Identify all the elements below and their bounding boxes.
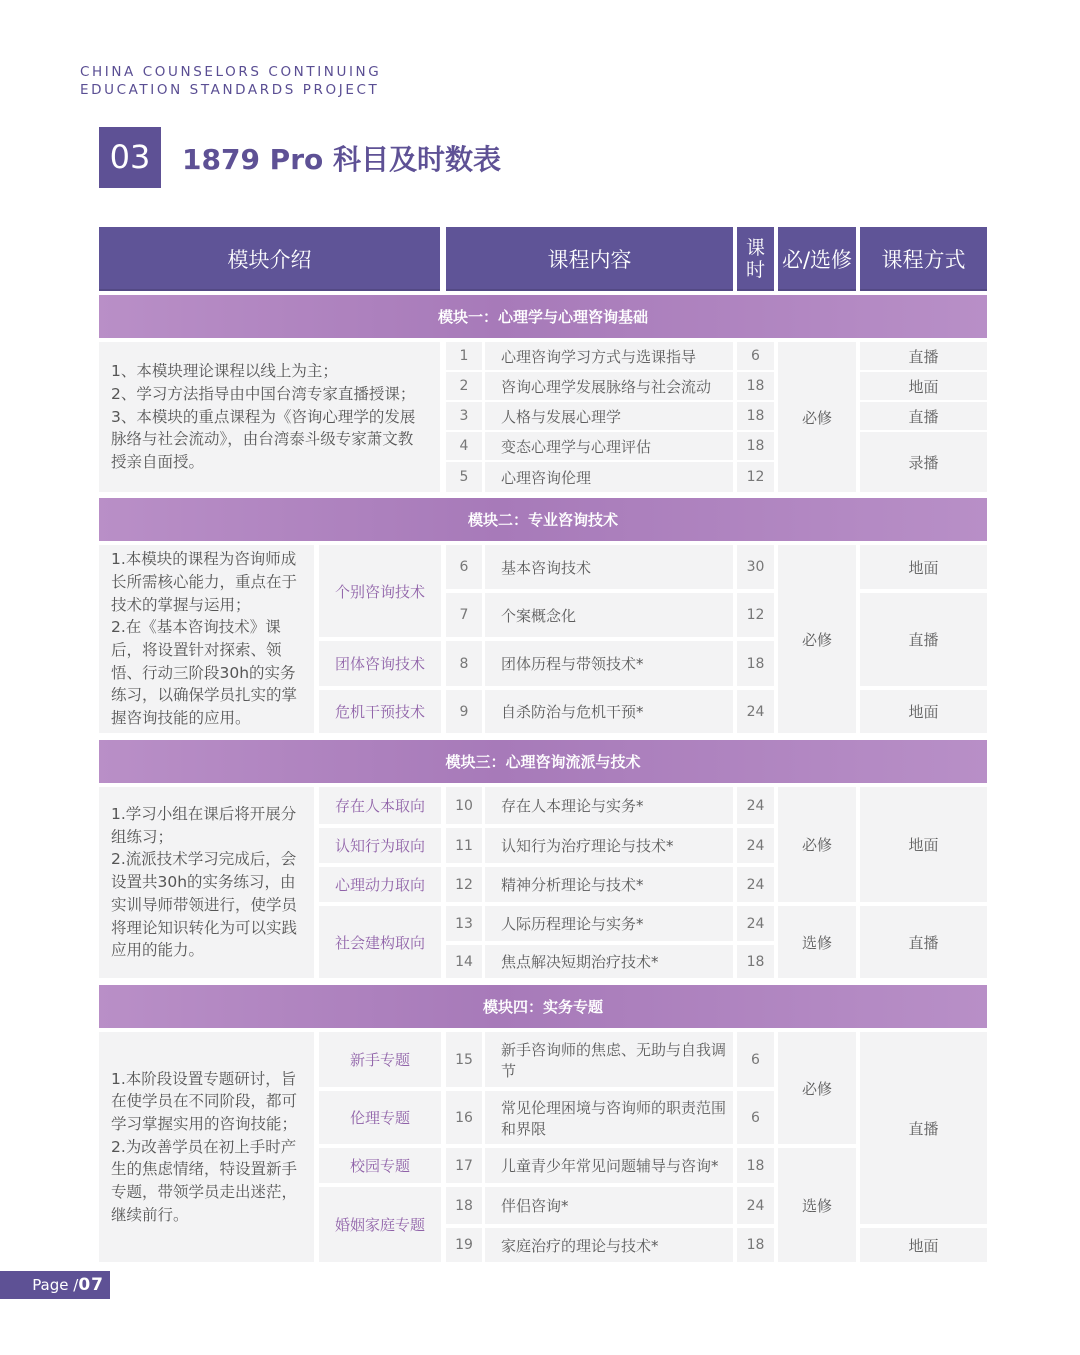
required-type: 必修 <box>778 1032 856 1144</box>
module-title: 模块二：专业咨询技术 <box>99 498 987 541</box>
course-hours: 6 <box>737 1032 774 1087</box>
topic-label: 社会建构取向 <box>319 906 441 978</box>
brand-text <box>80 63 381 99</box>
description-line: 2.流派技术学习完成后，会设置共30h的实务练习，由实训导师带领进行，使学员将理论知识转化为可以实践应用的能力。 <box>111 850 298 960</box>
course-name: 团体历程与带领技术* <box>485 641 733 686</box>
course-number: 14 <box>446 945 482 978</box>
page-title: 1879 Pro 科目及时数表 <box>182 143 501 176</box>
module-title: 模块一：心理学与心理咨询基础 <box>99 295 987 338</box>
course-mode: 地面 <box>860 787 987 902</box>
course-name: 个案概念化 <box>485 593 733 637</box>
description-line: 2、学习方法指导由中国台湾专家直播授课； <box>111 384 416 403</box>
course-hours: 18 <box>737 1228 774 1262</box>
header-mode: 课程方式 <box>860 227 987 291</box>
course-hours: 24 <box>737 867 774 902</box>
required-type: 必修 <box>778 787 856 902</box>
course-mode: 录播 <box>860 432 987 492</box>
topic-label: 团体咨询技术 <box>319 641 441 686</box>
course-name: 焦点解决短期治疗技术* <box>485 945 733 978</box>
course-number: 13 <box>446 906 482 941</box>
course-mode: 地面 <box>860 690 987 733</box>
course-number: 12 <box>446 867 482 902</box>
course-number: 18 <box>446 1187 482 1224</box>
course-mode: 直播 <box>860 906 987 978</box>
page-label: Page / <box>32 1276 79 1294</box>
course-name: 人际历程理论与实务* <box>485 906 733 941</box>
course-number: 2 <box>446 372 482 400</box>
topic-label: 婚姻家庭专题 <box>319 1187 441 1262</box>
course-mode: 直播 <box>860 1032 987 1224</box>
course-mode: 地面 <box>860 545 987 589</box>
course-number: 17 <box>446 1148 482 1183</box>
module-description <box>99 1032 314 1262</box>
section-number: 03 <box>99 127 161 188</box>
module-title: 模块三：心理咨询流派与技术 <box>99 740 987 783</box>
module-description <box>99 545 314 733</box>
course-name: 自杀防治与危机干预* <box>485 690 733 733</box>
course-hours: 24 <box>737 690 774 733</box>
course-name: 基本咨询技术 <box>485 545 733 589</box>
header-hours-1: 课 <box>745 237 765 259</box>
description-line: 1.学习小组在课后将开展分组练习； <box>111 805 297 846</box>
topic-label: 伦理专题 <box>319 1091 441 1144</box>
course-number: 16 <box>446 1091 482 1144</box>
course-name: 认知行为治疗理论与技术* <box>485 828 733 863</box>
header-required: 必/选修 <box>778 227 856 291</box>
topic-label: 心理动力取向 <box>319 867 441 902</box>
description-line: 1.本阶段设置专题研讨，旨在使学员在不同阶段，都可学习掌握实用的咨询技能； <box>111 1069 298 1133</box>
course-hours: 18 <box>737 945 774 978</box>
course-hours: 12 <box>737 462 774 492</box>
brand-line-2: EDUCATION STANDARDS PROJECT <box>80 82 380 98</box>
course-number: 5 <box>446 462 482 492</box>
description-line: 3、本模块的重点课程为《咨询心理学的发展脉络与社会流动》，由台湾泰斗级专家萧文教授亲自面授。 <box>111 407 416 472</box>
description-line: 2.为改善学员在初上手时产生的焦虑情绪，特设置新手专题，带领学员走出迷茫，继续前行。 <box>111 1137 298 1224</box>
required-type: 选修 <box>778 1148 856 1262</box>
page-footer <box>0 1271 110 1299</box>
course-hours: 24 <box>737 828 774 863</box>
course-hours: 24 <box>737 787 774 824</box>
course-name: 变态心理学与心理评估 <box>485 432 733 460</box>
course-number: 7 <box>446 593 482 637</box>
course-name: 存在人本理论与实务* <box>485 787 733 824</box>
course-mode: 直播 <box>860 402 987 430</box>
course-number: 3 <box>446 402 482 430</box>
topic-label: 存在人本取向 <box>319 787 441 824</box>
course-number: 6 <box>446 545 482 589</box>
topic-label: 认知行为取向 <box>319 828 441 863</box>
course-hours: 18 <box>737 432 774 460</box>
course-name: 咨询心理学发展脉络与社会流动 <box>485 372 733 400</box>
topic-label: 危机干预技术 <box>319 690 441 733</box>
required-type: 必修 <box>778 545 856 733</box>
course-hours: 18 <box>737 372 774 400</box>
course-hours: 24 <box>737 1187 774 1224</box>
page-number: 07 <box>78 1275 104 1295</box>
course-hours: 18 <box>737 641 774 686</box>
course-hours: 12 <box>737 593 774 637</box>
topic-label: 个别咨询技术 <box>319 545 441 637</box>
course-hours: 24 <box>737 906 774 941</box>
course-name: 人格与发展心理学 <box>485 402 733 430</box>
module-description <box>99 787 314 978</box>
required-type: 必修 <box>778 342 856 492</box>
course-hours: 6 <box>737 1091 774 1144</box>
course-name: 家庭治疗的理论与技术* <box>485 1228 733 1262</box>
description-line: 1、本模块理论课程以线上为主； <box>111 362 338 381</box>
course-hours: 18 <box>737 1148 774 1183</box>
topic-label: 校园专题 <box>319 1148 441 1183</box>
course-name: 精神分析理论与技术* <box>485 867 733 902</box>
course-name: 儿童青少年常见问题辅导与咨询* <box>485 1148 733 1183</box>
header-module: 模块介绍 <box>99 227 440 291</box>
course-name: 伴侣咨询* <box>485 1187 733 1224</box>
course-name: 心理咨询学习方式与选课指导 <box>485 342 733 370</box>
course-number: 4 <box>446 432 482 460</box>
course-number: 8 <box>446 641 482 686</box>
course-hours: 18 <box>737 402 774 430</box>
module-title: 模块四：实务专题 <box>99 985 987 1028</box>
course-mode: 地面 <box>860 1228 987 1262</box>
description-line: 1.本模块的课程为咨询师成长所需核心能力，重点在于技术的掌握与运用； <box>111 550 298 614</box>
course-name: 心理咨询伦理 <box>485 462 733 492</box>
description-line: 2.在《基本咨询技术》课后，将设置针对探索、领悟、行动三阶段30h的实务练习，以确保学员扎实的掌握咨询技能的应用。 <box>111 618 298 728</box>
brand-line-1: CHINA COUNSELORS CONTINUING <box>80 64 382 80</box>
course-number: 11 <box>446 828 482 863</box>
course-mode: 直播 <box>860 593 987 686</box>
course-number: 9 <box>446 690 482 733</box>
course-name: 常见伦理困境与咨询师的职责范围和界限 <box>485 1091 733 1144</box>
course-hours: 6 <box>737 342 774 370</box>
course-number: 15 <box>446 1032 482 1087</box>
course-name: 新手咨询师的焦虑、无助与自我调节 <box>485 1032 733 1087</box>
course-number: 19 <box>446 1228 482 1262</box>
topic-label: 新手专题 <box>319 1032 441 1087</box>
course-number: 1 <box>446 342 482 370</box>
header-hours <box>737 227 774 291</box>
required-type: 选修 <box>778 906 856 978</box>
header-content: 课程内容 <box>446 227 733 291</box>
course-number: 10 <box>446 787 482 824</box>
course-hours: 30 <box>737 545 774 589</box>
header-hours-2: 时 <box>745 259 765 281</box>
course-mode: 直播 <box>860 342 987 370</box>
course-mode: 地面 <box>860 372 987 400</box>
module-description <box>99 342 440 492</box>
